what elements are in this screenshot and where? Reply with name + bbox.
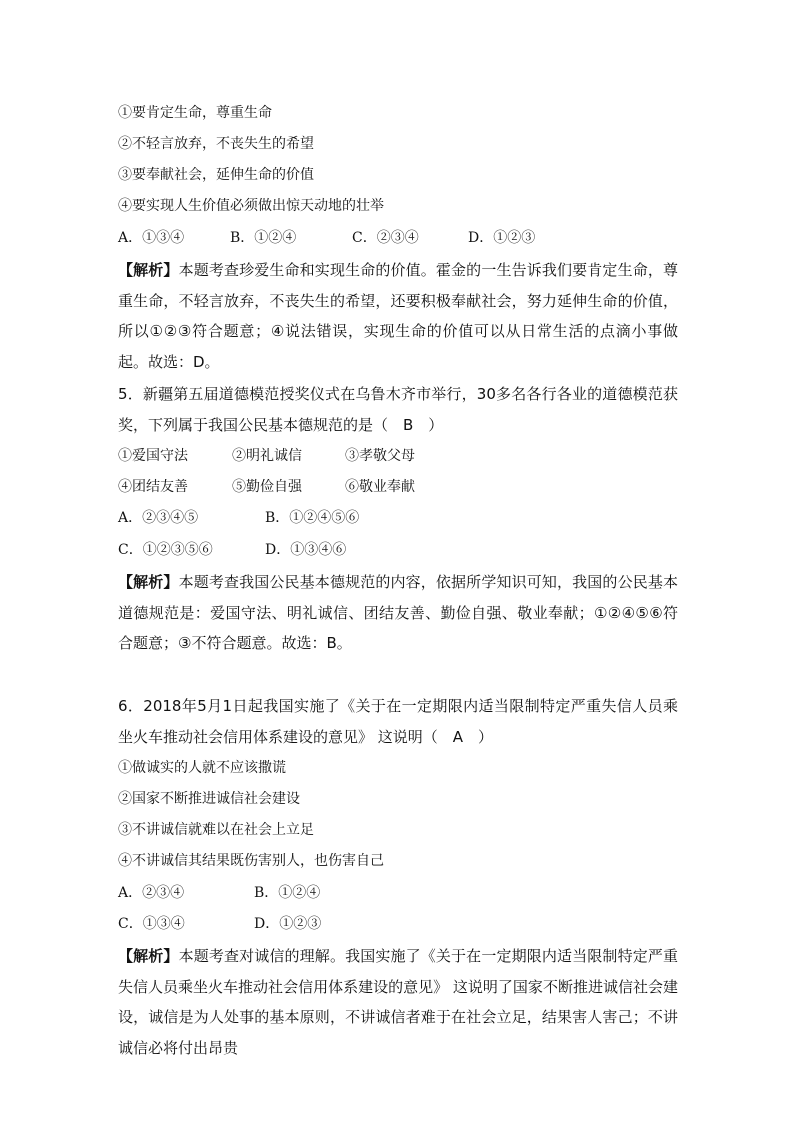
q4-item-3: ③要奉献社会，延伸生命的价值 [118,167,314,183]
q5-analysis-tag: 【解析】 [118,573,179,591]
q4-analysis [118,255,678,377]
q5-option-c: C．①②③⑤⑥ [118,542,213,558]
q5-analysis [118,567,678,659]
q4-item-2: ②不轻言放弃，不丧失生的希望 [118,136,314,152]
q6-options-row1 [118,883,320,903]
q6-options-row2 [118,914,321,934]
q6-item-4: ④不讲诚信其结果既伤害别人，也伤害自己 [118,853,384,869]
q5-items-row1 [118,446,415,466]
q5-item-1: ①爱国守法 [118,448,188,464]
q4-option-d: D．①②③ [468,230,536,246]
q4-analysis-tag: 【解析】 [118,261,179,279]
q6-option-b: B．①②④ [254,885,321,901]
q4-option-a: A．①③④ [118,230,185,246]
q5-option-b: B．①②④⑤⑥ [265,510,360,526]
q6-option-d: D．①②③ [254,916,322,932]
q4-item-1: ①要肯定生命，尊重生命 [118,105,272,121]
q5-options-row1 [118,508,359,528]
q5-item-4: ④团结友善 [118,479,188,495]
q5-option-d: D．①③④⑥ [265,542,347,558]
q6-analysis-text: 本题考查对诚信的理解。我国实施了《关于在一定期限内适当限制特定严重失信人员乘坐火车推动社会信用体系建设的意见》 这说明了国家不断推进诚信社会建设，诚信是为人处事的基本原则，不讲诚信者难于在社会立足，结果害人害己；不讲诚信必将付出昂贵 [118,947,678,1057]
q5-analysis-text: 本题考查我国公民基本德规范的内容，依据所学知识可知，我国的公民基本道德规范是：爱国守法、明礼诚信、团结友善、勤俭自强、敬业奉献；①②④⑤⑥符合题意；③不符合题意。故选：B。 [118,573,678,652]
q6-option-a: A．②③④ [118,885,185,901]
q5-item-3: ③孝敬父母 [345,448,415,464]
q6-item-3: ③不讲诚信就难以在社会上立足 [118,822,314,838]
q5-item-2: ②明礼诚信 [232,448,302,464]
q6-analysis [118,941,678,1063]
q5-option-a: A．②③④⑤ [118,510,199,526]
q5-item-6: ⑥敬业奉献 [345,479,415,495]
q6-option-c: C．①③④ [118,916,185,932]
q5-items-row2 [118,477,415,497]
q6-item-2: ②国家不断推进诚信社会建设 [118,791,300,807]
q4-option-b: B．①②④ [230,230,297,246]
q5-stem: 5．新疆第五届道德模范授奖仪式在乌鲁木齐市举行，30多名各行各业的道德模范获奖，下列属于我国公民基本德规范的是（ B ） [118,385,678,434]
q6-item-1: ①做诚实的人就不应该撒谎 [118,760,286,776]
q6-stem: 6．2018年5月1日起我国实施了《关于在一定期限内适当限制特定严重失信人员乘坐火车推动社会信用体系建设的意见》 这说明（ A ） [118,697,678,746]
q4-option-c: C．②③④ [352,230,419,246]
q5-item-5: ⑤勤俭自强 [232,479,302,495]
q4-item-4: ④要实现人生价值必须做出惊天动地的壮举 [118,198,384,214]
q4-analysis-text: 本题考查珍爱生命和实现生命的价值。霍金的一生告诉我们要肯定生命，尊重生命，不轻言放弃，不丧失生的希望，还要积极奉献社会，努力延伸生命的价值，所以①②③符合题意；④说法错误，实现生命的价值可以从日常生活的点滴小事做起。故选：D。 [118,261,678,371]
q5-options-row2 [118,540,346,560]
q6-analysis-tag: 【解析】 [118,947,179,965]
q4-options [118,228,535,248]
